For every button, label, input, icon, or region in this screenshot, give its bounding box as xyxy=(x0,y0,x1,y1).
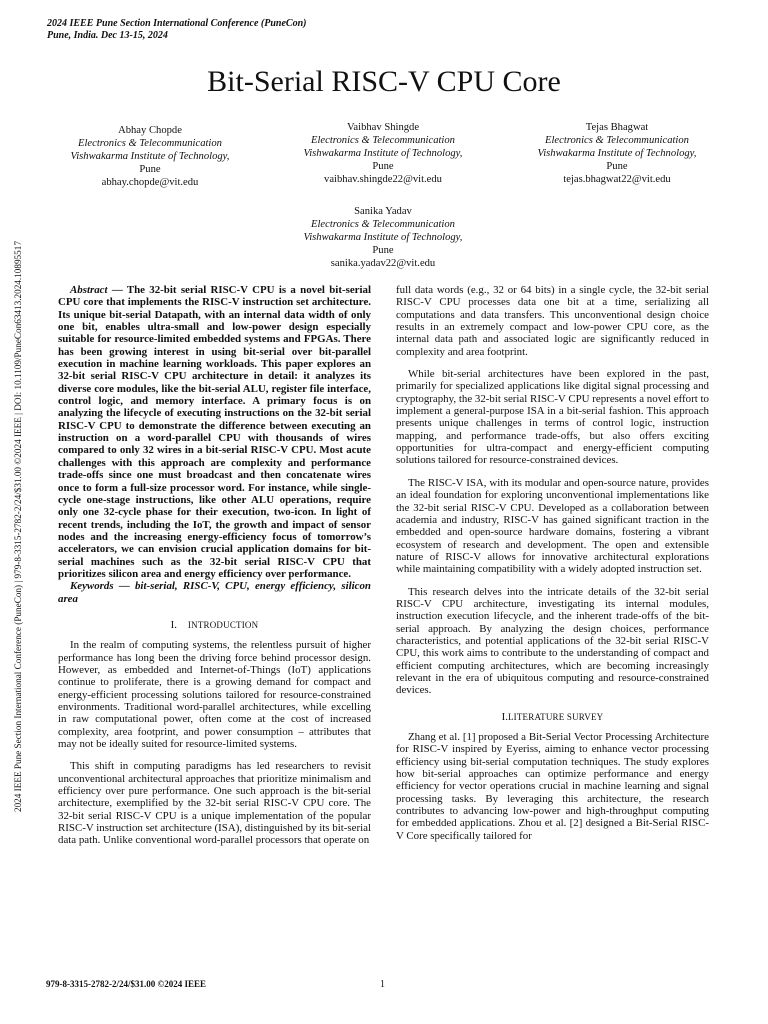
paper-title: Bit-Serial RISC-V CPU Core xyxy=(207,65,561,98)
author-institute: Vishwakarma Institute of Technology, xyxy=(537,148,697,159)
author-city: Pune xyxy=(372,161,394,172)
section-number: I. xyxy=(170,618,178,631)
right-column xyxy=(396,284,709,842)
abstract xyxy=(58,284,371,580)
author-city: Pune xyxy=(606,161,628,172)
paragraph: full data words (e.g., 32 or 64 bits) in a single cycle, the 32-bit serial RISC-V CPU processes data one bit at a time, serializing all computations and data transfers. This unconventional design choice results in an extremely compact and low-power CPU core, as the internal data path and associated logic are significantly reduced in complexity and area footprint. xyxy=(396,284,709,358)
author-name: Sanika Yadav xyxy=(354,206,412,217)
author-email: tejas.bhagwat22@vit.edu xyxy=(563,174,671,185)
author-dept: Electronics & Telecommunication xyxy=(78,138,222,149)
paragraph: In the realm of computing systems, the relentless pursuit of higher performance has long been the driving force behind processor design. However, as embedded and Internet-of-Things (IoT) applications continue to proliferate, there is a growing demand for compact and energy-efficient processing solutions tailored for resource-constrained environments. Traditional word-parallel architectures, while excelling in raw computational power, often come at the cost of increased complexity, area footprint, and power consumption – attributes that may not be ideally suited for resource-limited systems. xyxy=(58,639,371,751)
page-number: 1 xyxy=(380,979,385,990)
left-column xyxy=(58,284,371,847)
author-dept: Electronics & Telecommunication xyxy=(545,135,689,146)
author-city: Pune xyxy=(372,245,394,256)
abstract-label: Abstract xyxy=(70,284,108,296)
section-number: I. xyxy=(501,710,508,723)
author-block-2 xyxy=(268,121,498,186)
doi-sidebar: 2024 IEEE Pune Section International Conference (PuneCon) | 979-8-3315-2782-2/24/$31.00 ©2024 IEEE | DOI: 10.1109/PuneCon63413.2024.10895517 xyxy=(13,241,23,812)
author-email: sanika.yadav22@vit.edu xyxy=(330,258,436,269)
paragraph: This research delves into the intricate details of the 32-bit serial RISC-V CPU architecture, investigating its internal modules, instruction execution lifecycle, and the inherent trade-offs of the bit-serial approach. By analyzing the design choices, performance characteristics, and potential applications of the 32-bit serial RISC-V CPU, this work aims to contribute to the understanding of compact and efficient computing architectures, which are becoming increasingly relevant in the era of ubiquitous computing and resource-constrained devices. xyxy=(396,585,709,697)
author-name: Tejas Bhagwat xyxy=(585,122,649,133)
conference-header xyxy=(47,18,306,42)
section-title: INTRODUCTION xyxy=(187,619,259,630)
author-block-1 xyxy=(35,124,265,189)
author-block-3 xyxy=(502,121,732,186)
copyright-footer: 979-8-3315-2782-2/24/$31.00 ©2024 IEEE xyxy=(46,979,206,989)
paragraph: This shift in computing paradigms has led researchers to revisit unconventional architectural approaches that prioritize minimalism and efficiency over pure performance. One such approach is the bit-serial architecture, exemplified by the 32-bit serial RISC-V CPU core. The 32-bit serial RISC-V CPU is a unique implementation of the popular RISC-V instruction set architecture (ISA), distinguished by its bit-serial data path. Unlike conventional word-parallel processors that operate on xyxy=(58,760,371,847)
section-heading-literature-survey xyxy=(396,711,709,723)
section-title: LITERATURE SURVEY xyxy=(507,711,604,722)
author-dept: Electronics & Telecommunication xyxy=(311,219,455,230)
keywords-label: Keywords xyxy=(70,580,114,593)
author-institute: Vishwakarma Institute of Technology, xyxy=(303,148,463,159)
author-institute: Vishwakarma Institute of Technology, xyxy=(70,151,230,162)
author-dept: Electronics & Telecommunication xyxy=(311,135,455,146)
keywords-text: — bit-serial, RISC-V, CPU, energy efficiency, silicon area xyxy=(58,580,371,605)
author-block-4 xyxy=(268,205,498,270)
conference-name: 2024 IEEE Pune Section International Conference (PuneCon) xyxy=(47,18,307,29)
author-city: Pune xyxy=(139,164,161,175)
author-email: abhay.chopde@vit.edu xyxy=(101,177,199,188)
author-name: Vaibhav Shingde xyxy=(346,122,420,133)
paragraph: Zhang et al. [1] proposed a Bit-Serial Vector Processing Architecture for RISC-V inspired by Eyeriss, aiming to enhance vector processing efficiency using bit-serial computation techniques. The study explores how bit-serial approaches can optimize performance and energy efficiency for vector operations crucial in machine learning and signal processing tasks. By leveraging this architecture, the research contributes to advancing low-power and high-throughput computing for embedded applications. Zhou et al. [2] designed a Bit-Serial RISC-V Core specifically tailored for xyxy=(396,731,709,842)
paragraph: The RISC-V ISA, with its modular and open-source nature, provides an ideal foundation for exploring unconventional implementations like the 32-bit serial RISC-V CPU. Developed as a collaboration between academia and industry, RISC-V has gained significant traction in the embedded and open-source hardware domains, fostering a vibrant ecosystem of research and development. The open and extensible nature of RISC-V allows for innovative architectural explorations while maintaining compatibility with a widely adopted instruction set. xyxy=(396,476,709,576)
conference-location: Pune, India. Dec 13-15, 2024 xyxy=(47,30,168,41)
abstract-text: — The 32-bit serial RISC-V CPU is a novel bit-serial CPU core that implements the RISC-V instruction set architecture. Its unique bit-serial Datapath, with an internal data width of only one bit, enables ultra-small and low-power design especially suitable for resource-limited embedded systems and FPGAs. There has been growing interest in using bit-serial over bit-parallel execution in machine learning workloads. This paper explores an 32-bit serial RISC-V CPU architecture in detail: it analyzes its diverse core modules, like the bit-serial ALU, register file interface, control logic, and memory interface. A primary focus is on analyzing the lifecycle of executing instructions on the 32-bit serial RISC-V CPU to demonstrate the difference between executing an instruction on a word-parallel CPU with thousands of wires compared to only 32 wires in a bit-serial RISC-V CPU. Most acute challenges with this approach are complexity and performance trade-offs since one must broadcast and then concatenate wires once to form a full-size processor word. For instance, while single-cycle one-stage instructions, like other ALU operations, require only one 32-cycle phase for their execution, two-icon. In light of recent trends, including the IoT, the growth and impact of sensor nodes and the increasing energy-efficiency focus of tomorrow’s accelerators, we can envision crucial application domains for bit-serial machines such as the 32-bit serial RISC-V CPU that prioritizes silicon area and energy efficiency over performance. xyxy=(58,284,371,580)
section-heading-introduction xyxy=(58,619,371,631)
author-email: vaibhav.shingde22@vit.edu xyxy=(324,174,442,185)
keywords xyxy=(58,580,371,605)
paragraph: While bit-serial architectures have been explored in the past, primarily for specialized applications like digital signal processing and cryptography, the 32-bit serial RISC-V CPU represents a novel effort to implement a general-purpose ISA in a bit-serial fashion. This approach presents unique challenges in terms of control logic, instruction mapping, and performance trade-offs, but also offers exciting opportunities for ultra-compact and energy-efficient computing solutions tailored for resource-constrained devices. xyxy=(396,368,709,467)
author-name: Abhay Chopde xyxy=(118,125,182,136)
author-institute: Vishwakarma Institute of Technology, xyxy=(303,232,463,243)
